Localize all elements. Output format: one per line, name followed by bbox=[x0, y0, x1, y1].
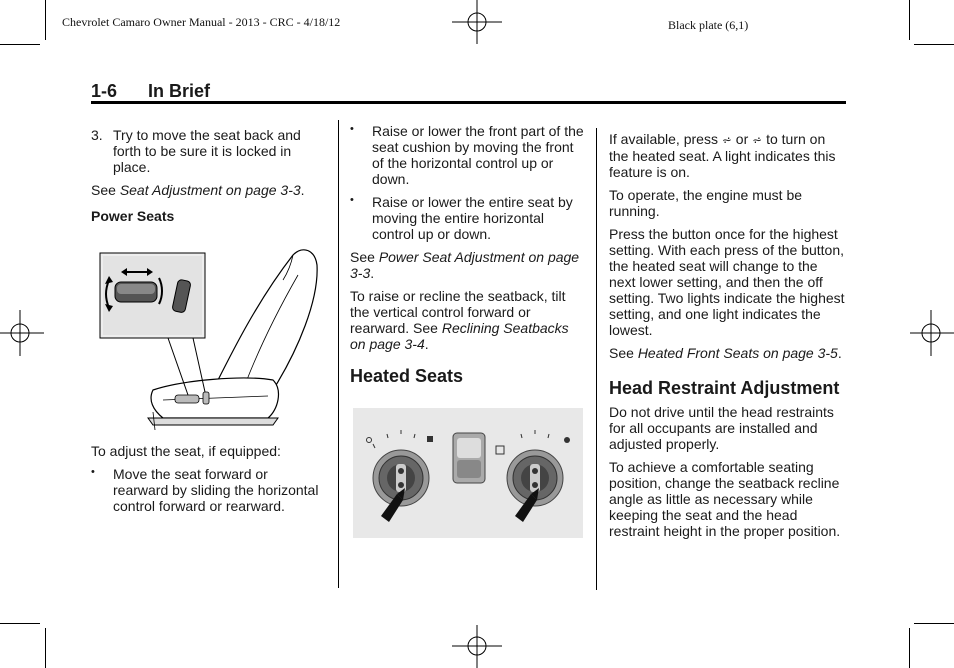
see-suffix: . bbox=[370, 265, 375, 281]
see-suffix: . bbox=[837, 345, 842, 361]
section-title: In Brief bbox=[148, 81, 211, 101]
see-link[interactable]: Heated Front Seats on page 3-5 bbox=[637, 345, 838, 361]
see-reference bbox=[350, 249, 585, 281]
do-not-drive-text: Do not drive until the head restraints for all occupants are installed and adjusted properly. bbox=[609, 404, 834, 452]
see-prefix: See bbox=[91, 182, 120, 198]
see-suffix: . bbox=[300, 182, 305, 198]
heated-seats-illustration bbox=[353, 408, 583, 538]
available-text-b: to turn on the heated seat. A light indicates this feature is on. bbox=[609, 131, 836, 180]
see-prefix: See bbox=[609, 345, 638, 361]
crop-mark bbox=[909, 628, 910, 668]
crop-mark bbox=[914, 44, 954, 45]
crop-mark bbox=[0, 623, 40, 624]
bullet-item: • Move the seat forward or rearward by sliding the horizontal control forward or rearward. bbox=[91, 466, 321, 514]
print-header-left: Chevrolet Camaro Owner Manual - 2013 - CRC - 4/18/12 bbox=[62, 15, 341, 29]
crop-mark bbox=[45, 0, 46, 40]
column-2 bbox=[350, 123, 585, 387]
achieve-text: To achieve a comfortable seating position, change the seatback recline angle as little as necessary while keeping the seat and the head restraint height in the proper position. bbox=[609, 459, 841, 539]
heated-seats-heading: Heated Seats bbox=[350, 366, 464, 386]
step-text: Try to move the seat back and forth to be sure it is locked in place. bbox=[113, 127, 301, 175]
see-reference bbox=[91, 182, 321, 198]
recline-text bbox=[350, 288, 585, 352]
header-rule bbox=[91, 101, 846, 104]
see-link[interactable]: Power Seat Adjustment on page 3-3 bbox=[350, 249, 580, 281]
registration-mark-top bbox=[452, 0, 502, 44]
heated-seatback-icon: ⩫ bbox=[752, 133, 763, 147]
column-divider bbox=[338, 120, 339, 588]
bullet-item: • Raise or lower the entire seat by moving the entire horizontal control up or down. bbox=[350, 194, 585, 242]
power-seats-heading: Power Seats bbox=[91, 208, 175, 224]
to-adjust-text: To adjust the seat, if equipped: bbox=[91, 443, 281, 459]
power-seat-illustration bbox=[93, 240, 323, 430]
crop-mark bbox=[914, 623, 954, 624]
bullet-item: • Raise or lower the front part of the seat cushion by moving the front of the horizontal control up or down. bbox=[350, 123, 585, 187]
column-1 bbox=[91, 127, 321, 230]
see-prefix: See bbox=[350, 249, 379, 265]
section-header bbox=[91, 81, 210, 102]
print-header-right: Black plate (6,1) bbox=[668, 18, 749, 32]
recline-body: To raise or recline the seatback, tilt the vertical control forward or rearward. See bbox=[350, 288, 566, 336]
column-1-lower bbox=[91, 443, 321, 521]
crop-mark bbox=[0, 44, 40, 45]
step-number: 3. bbox=[91, 127, 103, 143]
see-suffix: . bbox=[424, 336, 429, 352]
available-text bbox=[609, 131, 845, 180]
see-link[interactable]: Reclining Seatbacks on page 3-4 bbox=[350, 320, 569, 352]
crop-mark bbox=[909, 0, 910, 40]
head-restraint-heading: Head Restraint Adjustment bbox=[609, 378, 840, 398]
available-or: or bbox=[731, 131, 753, 147]
registration-mark-left bbox=[0, 310, 44, 356]
operate-text: To operate, the engine must be running. bbox=[609, 187, 803, 219]
registration-mark-bottom bbox=[452, 625, 502, 668]
available-text-a: If available, press bbox=[609, 131, 722, 147]
see-link[interactable]: Seat Adjustment on page 3-3 bbox=[119, 182, 301, 198]
press-text: Press the button once for the highest setting. With each press of the button, the heated seat will change to the next lower setting, and then the off setting. Two lights indicate the highest setting, and one light indicates the lowest. bbox=[609, 226, 845, 338]
column-divider bbox=[596, 128, 597, 590]
section-number: 1-6 bbox=[91, 81, 118, 101]
column-3 bbox=[609, 131, 845, 546]
crop-mark bbox=[45, 628, 46, 668]
heated-seat-icon: ⩫ bbox=[721, 133, 732, 147]
registration-mark-right bbox=[910, 310, 954, 356]
step-3 bbox=[91, 127, 321, 175]
see-reference bbox=[609, 345, 845, 361]
